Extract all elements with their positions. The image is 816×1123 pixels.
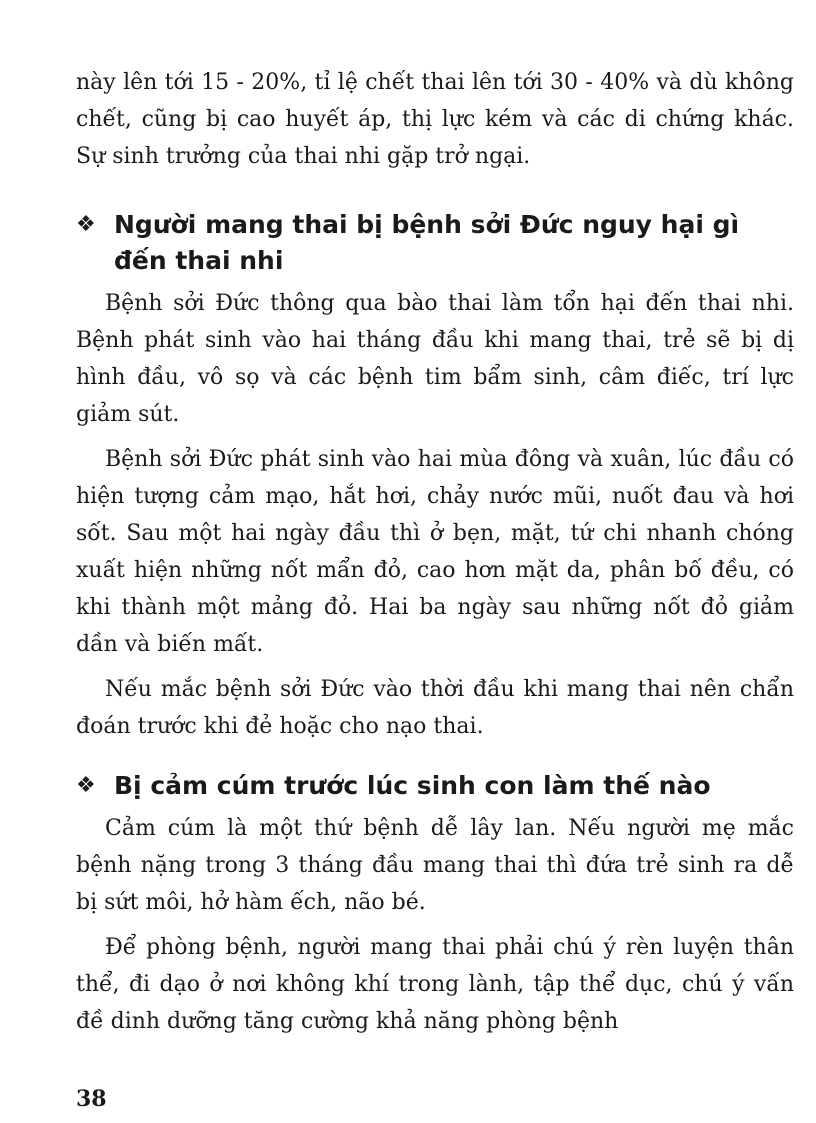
section-flu-body — [76, 810, 794, 1040]
body-paragraph: Bệnh sởi Đức phát sinh vào hai mùa đông và xuân, lúc đầu có hiện tượng cảm mạo, hắt hơi, chảy nước mũi, nuốt đau và hơi sốt. Sau một hai ngày đầu thì ở bẹn, mặt, tứ chi nhanh chóng xuất hiện những nốt mẩn đỏ, cao hơn mặt da, phân bố đều, có khi thành một mảng đỏ. Hai ba ngày sau những nốt đỏ giảm dần và biến mất. — [76, 447, 794, 657]
section-heading-rubella-text: Người mang thai bị bệnh sởi Đức nguy hại gì đến thai nhi — [114, 210, 740, 275]
section-rubella-body — [76, 285, 794, 745]
diamond-bullet-icon: ❖ — [76, 773, 96, 798]
section-heading-flu — [76, 768, 794, 804]
section-heading-rubella — [76, 207, 794, 279]
body-paragraph: Bệnh sởi Đức thông qua bào thai làm tổn hại đến thai nhi. Bệnh phát sinh vào hai tháng đầu khi mang thai, trẻ sẽ bị dị hình đầu, vô sọ và các bệnh tim bẩm sinh, câm điếc, trí lực giảm sút. — [76, 291, 794, 427]
body-paragraph: Cảm cúm là một thứ bệnh dễ lây lan. Nếu người mẹ mắc bệnh nặng trong 3 tháng đầu mang thai thì đứa trẻ sinh ra dễ bị sứt môi, hở hàm ếch, não bé. — [76, 816, 794, 915]
intro-text-block — [76, 64, 794, 175]
body-paragraph: Để phòng bệnh, người mang thai phải chú ý rèn luyện thân thể, đi dạo ở nơi không khí trong lành, tập thể dục, chú ý vấn đề dinh dưỡng tăng cường khả năng phòng bệnh — [76, 935, 794, 1034]
page-number: 38 — [76, 1086, 107, 1112]
diamond-bullet-icon: ❖ — [76, 212, 96, 237]
intro-paragraph: này lên tới 15 - 20%, tỉ lệ chết thai lên tới 30 - 40% và dù không chết, cũng bị cao huyết áp, thị lực kém và các di chứng khác. Sự sinh trưởng của thai nhi gặp trở ngại. — [76, 70, 794, 169]
section-heading-flu-text: Bị cảm cúm trước lúc sinh con làm thế nào — [114, 771, 711, 800]
body-paragraph: Nếu mắc bệnh sởi Đức vào thời đầu khi mang thai nên chẩn đoán trước khi đẻ hoặc cho nạo thai. — [76, 677, 794, 739]
